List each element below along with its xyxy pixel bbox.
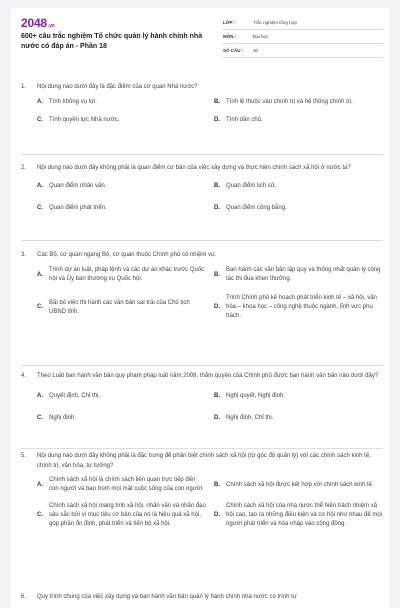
option-letter: B. <box>214 481 220 488</box>
question-number: 3. <box>21 252 27 258</box>
question-number: 6. <box>21 594 27 600</box>
option-b[interactable] <box>214 182 383 191</box>
option-letter: D. <box>214 304 220 310</box>
option-text: Quyết định, Chỉ thị. <box>49 393 101 399</box>
option-letter: D. <box>214 415 220 421</box>
option-letter: D. <box>214 512 220 518</box>
question-text: Nội dung nào dưới đây không phải là đặc trưng để phân biệt chính sách xã hội (từ góc độ quản lý) với các chính sách kinh tế, chính trị, văn hóa, tư tưởng? <box>37 453 371 469</box>
option-text: Trình dự án luật, pháp lệnh và các dự án khác trước Quốc hội và Ủy ban thường vụ Quốc hội. <box>49 267 205 282</box>
option-a[interactable] <box>37 182 206 191</box>
site-logo[interactable] <box>21 16 55 30</box>
option-letter: C. <box>37 205 43 211</box>
question-6 <box>21 592 383 602</box>
option-a[interactable] <box>37 266 206 284</box>
option-letter: B. <box>214 99 220 105</box>
question-divider <box>21 154 383 155</box>
question-text: Nội dung nào dưới đây không phải là quan điểm cơ bản của việc xây dựng và thực hiện chính sách xã hội ở nước ta? <box>37 165 351 171</box>
option-letter: C. <box>37 415 43 421</box>
option-text: Tính lệ thuộc vào chính trị và hệ thống chính trị. <box>226 99 353 105</box>
option-letter: B. <box>214 183 220 189</box>
option-letter: A. <box>37 183 43 189</box>
option-text: Tính không vụ lợi. <box>49 99 97 105</box>
option-b[interactable] <box>214 392 383 401</box>
question-text: Theo Luật ban hành văn bản quy phạm pháp luật năm 2008, thẩm quyền của Chính phủ được ban hành văn bản nào dưới đây? <box>37 373 379 379</box>
question-divider <box>21 240 383 241</box>
question-1 <box>21 82 383 125</box>
meta-label: LỚP : <box>223 20 236 25</box>
question-text: Quy trình chung của việc xây dựng và ban hành văn bản quản lý hành chính nhà nước có trình tự <box>37 594 297 600</box>
question-2 <box>21 163 383 213</box>
option-a[interactable] <box>37 392 206 401</box>
option-text: Chính sách xã hội là chính sách liên quan trực tiếp đến con người và bao trùm mọi mặt cuộc sống của con người. <box>49 477 204 492</box>
question-number: 5. <box>21 453 27 459</box>
question-5 <box>21 451 383 529</box>
option-d[interactable] <box>214 116 383 125</box>
option-b[interactable] <box>214 266 383 284</box>
option-d[interactable] <box>214 204 383 213</box>
meta-row-subject <box>223 30 383 44</box>
meta-row-count <box>223 44 383 58</box>
option-c[interactable] <box>37 502 206 529</box>
document-meta <box>223 16 383 58</box>
option-text: Bãi bỏ việc thi hành các văn bản sai trái của Chủ tịch UBND tỉnh. <box>49 299 190 315</box>
option-c[interactable] <box>37 414 206 423</box>
option-text: Trình Chính phủ kế hoạch phát triển kinh tế – xã hội, văn hóa – khoa học – công nghệ thuộc ngành, lĩnh vực phụ trách. <box>226 295 377 319</box>
option-c[interactable] <box>37 204 206 213</box>
option-d[interactable] <box>214 294 383 321</box>
option-letter: A. <box>37 99 43 105</box>
option-a[interactable] <box>37 98 206 107</box>
option-text: Chính sách xã hội được kết hợp với chính sách kinh tế. <box>226 481 374 488</box>
option-text: Nghị quyết, Nghị định. <box>226 393 286 399</box>
question-4 <box>21 371 383 423</box>
document-title: 600+ câu trắc nghiệm Tổ chức quản lý hành chính nhà nước có đáp án - Phần 18 <box>21 33 203 50</box>
option-text: Tính dân chủ. <box>226 117 263 123</box>
meta-value: 30 <box>253 48 259 53</box>
question-divider <box>21 448 383 449</box>
option-letter: C. <box>37 512 43 518</box>
meta-row-class <box>223 16 383 30</box>
option-text: Nghị định. <box>49 415 77 421</box>
option-letter: A. <box>37 481 43 488</box>
option-b[interactable] <box>214 476 383 494</box>
option-letter: D. <box>214 205 220 211</box>
question-text: Nội dung nào dưới đây là đặc điểm của cơ quan Nhà nước? <box>37 84 198 90</box>
option-text: Quan điểm phát triển. <box>49 205 107 211</box>
meta-label: SỐ CÂU : <box>223 48 244 53</box>
option-letter: A. <box>37 271 43 278</box>
document-header <box>11 8 389 66</box>
question-number: 2. <box>21 165 27 171</box>
option-d[interactable] <box>214 502 383 529</box>
option-d[interactable] <box>214 414 383 423</box>
option-text: Quan điểm nhân văn. <box>49 183 107 189</box>
option-letter: D. <box>214 117 220 123</box>
option-b[interactable] <box>214 98 383 107</box>
option-c[interactable] <box>37 294 206 321</box>
question-divider <box>21 365 383 366</box>
option-letter: A. <box>37 393 43 399</box>
option-c[interactable] <box>37 116 206 125</box>
option-text: Quan điểm lịch sử. <box>226 183 277 189</box>
option-text: Chính sách xã hội mang tính xã hội, nhân văn và nhân đạo sâu sắc bởi vì mục tiêu cơ bản của nó là hiệu quả xã hội, góp phần ổn định, phát triển và tiến bộ xã hội. <box>49 503 206 527</box>
question-number: 4. <box>21 373 27 379</box>
option-text: Tính quyền lực Nhà nước. <box>49 117 120 123</box>
question-text: Các Bộ, cơ quan ngang Bộ, cơ quan thuộc Chính phủ có nhiệm vụ: <box>37 252 216 258</box>
meta-value: Trắc nghiệm tổng hợp <box>253 20 298 25</box>
option-text: Ban hành các văn bản lập quy và thống nhất quản lý công tác thi đua khen thưởng. <box>226 267 381 282</box>
meta-label: MÔN : <box>223 34 237 39</box>
option-a[interactable] <box>37 476 206 494</box>
option-text: Quan điểm công bằng. <box>226 205 287 211</box>
logo-suffix: .vn <box>47 23 55 29</box>
option-letter: C. <box>37 117 43 123</box>
option-letter: C. <box>37 304 43 310</box>
meta-value: Đại học <box>253 34 269 39</box>
option-text: Chính sách xã hội của nhà nước thể hiện trách nhiệm xã hội cao, tạo ra những điều kiện và cơ hội như nhau để mọi người phát triển và hòa nhập vào cộng đồng. <box>226 503 383 527</box>
document-page <box>11 8 389 608</box>
option-letter: B. <box>214 393 220 399</box>
question-3 <box>21 250 383 321</box>
logo-text: 2048 <box>21 16 47 30</box>
question-number: 1. <box>21 84 27 90</box>
option-text: Nghị định, Chỉ thị. <box>226 415 274 421</box>
option-letter: B. <box>214 271 220 278</box>
